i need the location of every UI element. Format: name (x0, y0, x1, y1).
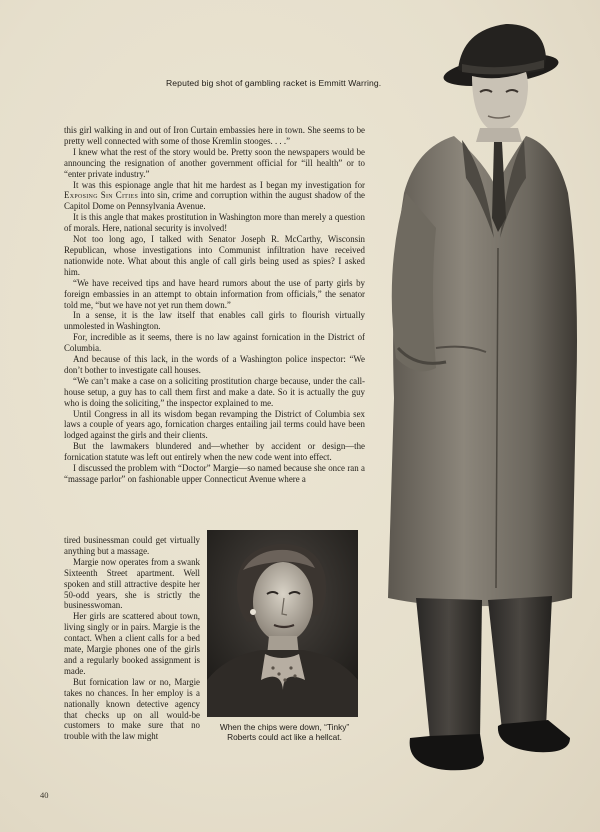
article-paragraph: In a sense, it is the law itself that enables call girls to flourish virtually unmolested in Washington. (64, 310, 365, 332)
article-narrow-column (64, 535, 200, 742)
article-paragraph: Her girls are scattered about town, living singly or in pairs. Margie is the contact. When a client calls for a bed mate, Margie phones one of the girls and a regularly booked assignment is made. (64, 611, 200, 676)
photo-man-in-overcoat (376, 18, 586, 788)
article-paragraph: Margie now operates from a swank Sixteenth Street apartment. Well spoken and still attractive despite her 50-odd years, she is strictly the businesswoman. (64, 556, 200, 611)
article-paragraph: But fornication law or no, Margie takes no chances. In her employ is a nationally known detective agency that checks up on all would-be customers to make sure that no trouble with the law might (64, 676, 200, 742)
photo-caption-warring: Reputed big shot of gambling racket is Emmitt Warring. (166, 78, 382, 88)
article-paragraph: But the lawmakers blundered and—whether by accident or design—the fornication statute was left out entirely when the new code went into effect. (64, 441, 365, 463)
article-main-column (64, 125, 365, 485)
article-paragraph: I knew what the rest of the story would be. Pretty soon the newspapers would be announcing the resignation of another government official for “ill health” or to “enter private industry.” (64, 146, 365, 179)
portrait-illustration (207, 530, 358, 717)
article-paragraph: Until Congress in all its wisdom began revamping the District of Columbia sex laws a couple of years ago, fornication charges entailing jail terms could have been lodged against the girls and their clients. (64, 408, 365, 441)
page-number: 40 (40, 790, 49, 800)
article-paragraph: tired businessman could get virtually anything but a massage. (64, 535, 200, 556)
article-paragraph: this girl walking in and out of Iron Curtain embassies here in town. She seems to be pretty well connected with some of those Kremlin stooges. . . .” (64, 125, 365, 146)
article-paragraph: And because of this lack, in the words of a Washington police inspector: “We don’t bother to investigate call houses. (64, 354, 365, 375)
text-run: into sin, crime and corruption within the august shadow of the Capitol Dome on Pennsylvania Avenue. (64, 190, 365, 212)
article-paragraph: Not too long ago, I talked with Senator Joseph R. McCarthy, Wisconsin Republican, whose investigations into Communist infiltration have received nationwide note. What about this angle of call girls being used as spies? I asked him. (64, 234, 365, 277)
article-paragraph: I discussed the problem with “Doctor” Margie—so named because she once ran a “massage parlor” on fashionable upper Connecticut Avenue where a (64, 463, 365, 484)
figure-illustration (376, 18, 586, 788)
article-paragraph: It is this angle that makes prostitution in Washington more than merely a question of morals. Here, national security is involved! (64, 212, 365, 234)
article-paragraph: “We have received tips and have heard rumors about the use of party girls by foreign embassies in an attempt to obtain information from officials,” the senator told me, “but we have not yet run them down.” (64, 277, 365, 310)
portrait-photo-woman (207, 530, 358, 717)
article-paragraph: For, incredible as it seems, there is no law against fornication in the District of Columbia. (64, 332, 365, 354)
text-run: It was this espionage angle that hit me hardest as I began my investigation for (73, 179, 365, 190)
photo-caption-roberts: When the chips were down, “Tinky” Roberts could act like a hellcat. (219, 722, 350, 742)
article-paragraph (64, 180, 365, 213)
article-paragraph: “We can’t make a case on a soliciting prostitution charge because, under the call-house setup, a guy has to call them first and make a date. So it is actually the guy who is doing the soliciting,” the inspector explained to me. (64, 375, 365, 408)
book-title: Exposing Sin Cities (64, 190, 139, 201)
